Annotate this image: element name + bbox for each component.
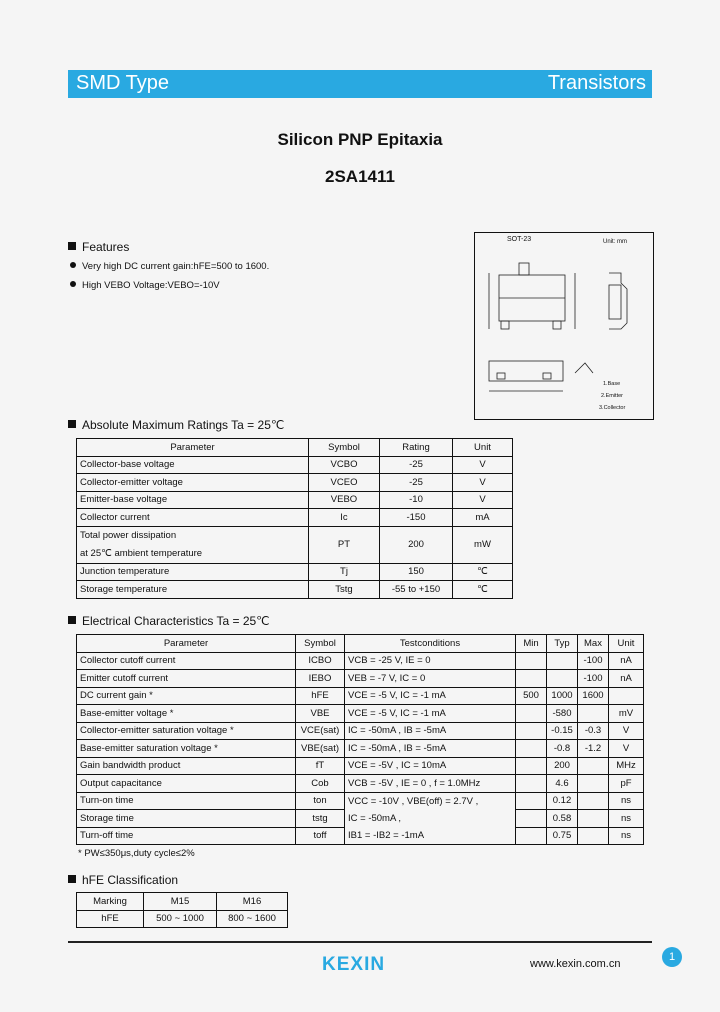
square-bullet-icon <box>68 616 76 624</box>
table-row: Collector cutoff current ICBO VCB = -25 V, IE = 0 -100 nA <box>77 652 644 670</box>
table-row: DC current gain * hFE VCE = -5 V, IC = -1 mA 500 1000 1600 <box>77 687 644 705</box>
table-row: Gain bandwidth product fT VCE = -5V , IC = 10mA 200 MHz <box>77 757 644 775</box>
package-unit: Unit: mm <box>603 239 627 245</box>
table-row: Base-emitter voltage * VBE VCE = -5 V, IC = -1 mA -580 mV <box>77 705 644 723</box>
hfe-table <box>76 892 288 928</box>
package-name: SOT-23 <box>507 236 532 243</box>
table-row: Storage time tstg IC = -50mA , 0.58 ns <box>77 810 644 828</box>
company-logo: KEXIN <box>322 954 386 975</box>
elec-table <box>76 634 644 845</box>
table-row: Collector-emitter saturation voltage * VCE(sat) IC = -50mA , IB = -5mA -0.15 -0.3 V <box>77 722 644 740</box>
table-row: Emitter cutoff current IEBO VEB = -7 V, IC = 0 -100 nA <box>77 670 644 688</box>
table-row: Marking M15 M16 <box>77 893 288 911</box>
features-heading: Features <box>68 240 129 254</box>
part-number: 2SA1411 <box>325 167 395 186</box>
pin-label: 2.Emitter <box>601 393 624 399</box>
header-banner <box>68 70 652 98</box>
table-row: Emitter-base voltage VEBO -10 V <box>77 491 513 509</box>
header-category: SMD Type <box>76 72 169 94</box>
square-bullet-icon <box>68 242 76 250</box>
table-row: Collector-emitter voltage VCEO -25 V <box>77 474 513 492</box>
table-row: Total power dissipation at 25℃ ambient temperature PT 200 mW <box>77 526 513 563</box>
table-row: Collector-base voltage VCBO -25 V <box>77 456 513 474</box>
table-row: Base-emitter saturation voltage * VBE(sat) IC = -50mA , IB = -5mA -0.8 -1.2 V <box>77 740 644 758</box>
page-title: Silicon PNP Epitaxia <box>277 130 443 149</box>
header-product-type: Transistors <box>547 72 646 94</box>
table-row: Turn-on time ton VCC = -10V , VBE(off) = 2.7V , 0.12 ns <box>77 792 644 810</box>
table-row: Junction temperature Tj 150 ℃ <box>77 563 513 581</box>
pin-label: 1.Base <box>603 381 621 387</box>
package-drawing-icon <box>475 233 653 419</box>
footer-divider <box>68 941 652 943</box>
package-outline-drawing <box>474 232 654 420</box>
bullet-icon <box>70 262 76 268</box>
table-header-row: Parameter Symbol Testconditions Min Typ Max Unit <box>77 635 644 653</box>
hfe-heading: hFE Classification <box>68 873 178 887</box>
table-header-row: Parameter Symbol Rating Unit <box>77 439 513 457</box>
feature-item: Very high DC current gain:hFE=500 to 1600. <box>70 261 269 272</box>
table-row: hFE 500 ~ 1000 800 ~ 1600 <box>77 910 288 928</box>
company-url[interactable]: www.kexin.com.cn <box>530 958 621 970</box>
table-row: Storage temperature Tstg -55 to +150 ℃ <box>77 581 513 599</box>
square-bullet-icon <box>68 875 76 883</box>
table-row: Turn-off time toff IB1 = -IB2 = -1mA 0.75 ns <box>77 827 644 845</box>
feature-item: High VEBO Voltage:VEBO=-10V <box>70 280 220 291</box>
square-bullet-icon <box>68 420 76 428</box>
abs-max-table <box>76 438 513 599</box>
abs-max-heading: Absolute Maximum Ratings Ta = 25℃ <box>68 418 284 432</box>
elec-heading: Electrical Characteristics Ta = 25℃ <box>68 614 270 628</box>
footnote: * PW≤350μs,duty cycle≤2% <box>78 848 195 859</box>
table-row: Collector current Ic -150 mA <box>77 509 513 527</box>
table-row: Output capacitance Cob VCB = -5V , IE = 0 , f = 1.0MHz 4.6 pF <box>77 775 644 793</box>
pin-label: 3.Collector <box>599 405 626 411</box>
page-number: 1 <box>662 947 682 967</box>
bullet-icon <box>70 281 76 287</box>
